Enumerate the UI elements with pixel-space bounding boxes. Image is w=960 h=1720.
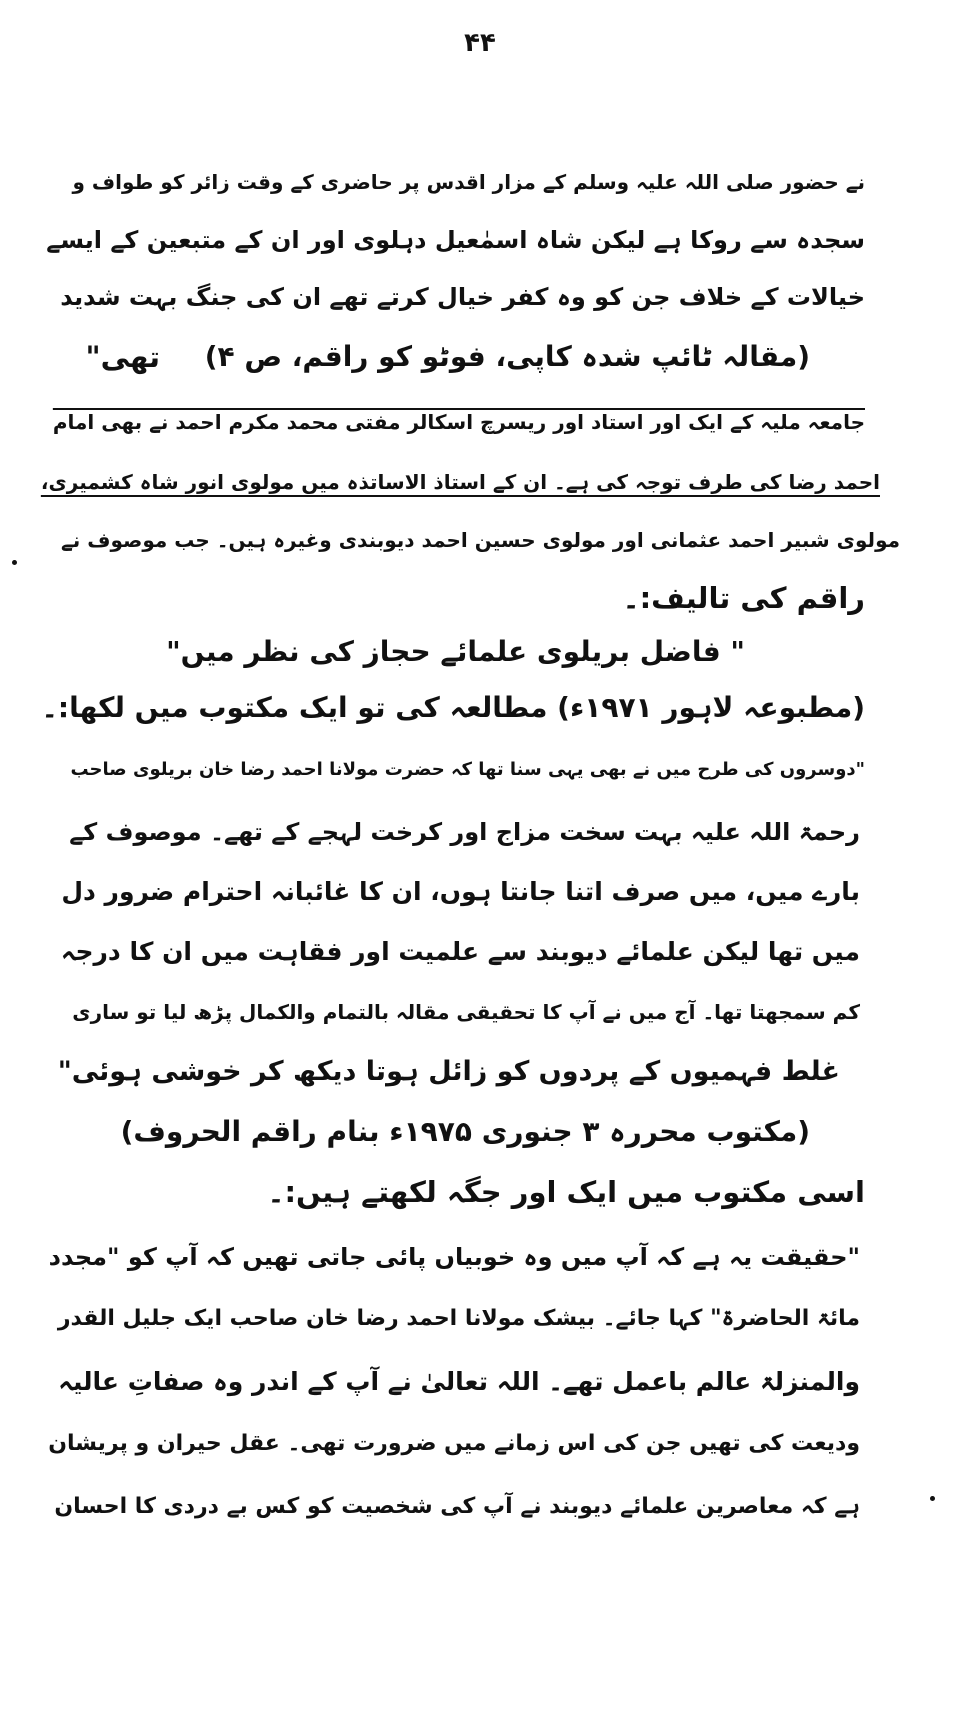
citation-line: (مکتوب محررہ ۳ جنوری ۱۹۷۵ء بنام راقم الحروف) xyxy=(120,1115,810,1148)
quote-line: کم سمجھتا تھا۔ آج میں نے آپ کا تحقیقی مقالہ بالتمام والکمال پڑھ لیا تو ساری xyxy=(72,1000,860,1024)
text-line: احمد رضا کی طرف توجہ کی ہے۔ ان کے استاذ الاساتذہ میں مولوی انور شاہ کشمیری، xyxy=(40,470,880,494)
margin-mark xyxy=(12,560,17,565)
text-line: (مطبوعہ لاہور ۱۹۷۱ء) مطالعہ کی تو ایک مکتوب میں لکھا:۔ xyxy=(41,691,865,724)
text-line: مولوی شبیر احمد عثمانی اور مولوی حسین احمد دیوبندی وغیرہ ہیں۔ جب موصوف نے xyxy=(61,528,900,552)
book-title-line: " فاضل بریلوی علمائے حجاز کی نظر میں" xyxy=(166,635,745,668)
quote-line: ہے کہ معاصرین علمائے دیوبند نے آپ کی شخصیت کو کس بے دردی کا احسان xyxy=(54,1494,860,1519)
quote-line: "حقیقت یہ ہے کہ آپ میں وہ خوبیاں پائی جاتی تھیں کہ آپ کو "مجدد xyxy=(48,1243,860,1271)
text-line: جامعہ ملیہ کے ایک اور استاد اور ریسرچ اسکالر مفتی محمد مکرم احمد نے بھی امام xyxy=(52,410,865,434)
quote-line: مائۃ الحاضرۃ" کہا جائے۔ بیشک مولانا احمد رضا خان صاحب ایک جلیل القدر xyxy=(57,1306,860,1331)
text-line: تھی" xyxy=(85,340,160,374)
text-line: سجدہ سے روکا ہے لیکن شاہ اسمٰعیل دہلوی اور ان کے متبعین کے ایسے xyxy=(46,226,865,254)
text-line: راقم کی تالیف:۔ xyxy=(622,581,865,615)
quote-line: رحمۃ اللہ علیہ بہت سخت مزاج اور کرخت لہجے کے تھے۔ موصوف کے xyxy=(69,818,860,846)
quote-line: "دوسروں کی طرح میں نے بھی یہی سنا تھا کہ حضرت مولانا احمد رضا خان بریلوی صاحب xyxy=(70,759,865,780)
citation-line: (مقالہ ٹائپ شدہ کاپی، فوٹو کو راقم، ص ۴) xyxy=(204,340,810,373)
text-line: خیالات کے خلاف جن کو وہ کفر خیال کرتے تھے ان کی جنگ بہت شدید xyxy=(60,283,865,311)
quote-line: غلط فہمیوں کے پردوں کو زائل ہوتا دیکھ کر خوشی ہوئی" xyxy=(57,1056,840,1087)
quote-line: والمنزلۃ عالم باعمل تھے۔ اللہ تعالیٰ نے آپ کے اندر وہ صفاتِ عالیہ xyxy=(58,1367,860,1396)
text-line: اسی مکتوب میں ایک اور جگہ لکھتے ہیں:۔ xyxy=(267,1175,865,1209)
quote-line: بارے میں، میں صرف اتنا جانتا ہوں، ان کا غائبانہ احترام ضرور دل xyxy=(61,877,860,906)
quote-line: میں تھا لیکن علمائے دیوبند سے علمیت اور فقاہت میں ان کا درجہ xyxy=(60,937,860,966)
page-number: ۴۴ xyxy=(464,28,496,58)
quote-line: ودیعت کی تھیں جن کی اس زمانے میں ضرورت تھی۔ عقل حیران و پریشان xyxy=(48,1431,860,1456)
margin-mark xyxy=(930,1496,935,1501)
text-line: نے حضور صلی اللہ علیہ وسلم کے مزار اقدس پر حاضری کے وقت زائر کو طواف و xyxy=(72,170,865,194)
